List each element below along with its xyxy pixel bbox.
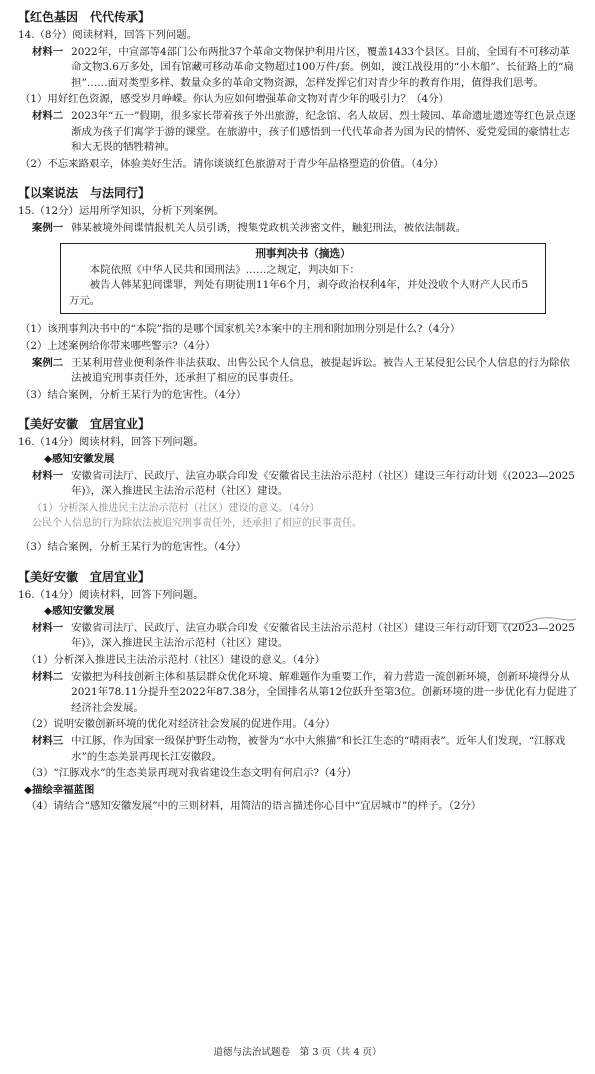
material-text: 安徽省司法厅、民政厅、法宣办联合印发《安徽省民主法治示范村（社区）建设三年行动计划《(2023—2025年)》，深入推进民主法治示范村（社区）建设。 — [71, 469, 575, 498]
material-text: 中江豚，作为国家一级保护野生动物，被誉为“水中大熊猫”和长江生态的“晴雨表”。近年人们发现，“江豚戏水”的生态美景再现长江安徽段。 — [71, 735, 566, 763]
case-label: 案例一 — [32, 222, 64, 235]
question-16: 16.（14分）阅读材料，回答下列问题。 — [18, 588, 204, 601]
section-header-red-gene: 【红色基因 代代传承】 — [18, 10, 151, 24]
material-2 — [32, 670, 578, 717]
section-header-anhui-fragment: 【美好安徽 宜居宜业】 — [18, 417, 151, 432]
subquestion-repeat: （3）结合案例，分析王某行为的危害性。（4分） — [20, 540, 247, 553]
judgment-line-1: 本院依照《中华人民共和国刑法》……之规定，判决如下： — [89, 263, 360, 276]
subquestion-16-2: （2）说明安徽创新环境的优化对经济社会发展的促进作用。（4分） — [26, 718, 336, 731]
section-header-anhui: 【美好安徽 宜居宜业】 — [18, 569, 151, 584]
material-label: 材料一 — [32, 45, 64, 58]
subquestion-16-1: （1）分析深入推进民主法治示范村（社区）建设的意义。（4分） — [26, 653, 325, 666]
material-1-fragment — [32, 469, 578, 500]
exam-page — [18, 8, 578, 816]
subquestion-15-2: （2）上述案例给你带来哪些警示?（4分） — [20, 340, 216, 353]
section-header-law: 【以案说法 与法同行】 — [18, 186, 151, 201]
case-label: 案例二 — [32, 356, 64, 369]
material-label: 材料一 — [32, 621, 64, 634]
subquestion-15-3: （3）结合案例，分析王某行为的危害性。（4分） — [20, 388, 247, 401]
subquestion-15-1: （1）该刑事判决书中的“本院”指的是哪个国家机关?本案中的主刑和附加刑分别是什么?（4分） — [20, 323, 461, 336]
material-label: 材料二 — [32, 670, 64, 683]
question-16-fragment: 16.（14分）阅读材料，回答下列问题。 — [18, 436, 204, 449]
page-footer: 道德与法治试题卷 第 3 页（共 4 页） — [213, 1047, 382, 1058]
cut-line: （1）分析深入推进民主法治示范村（社区）建设的意义。（4分） — [32, 502, 320, 514]
diamond-heading: ◆感知安徽发展 — [44, 453, 115, 466]
question-15: 15.（12分）运用所学知识，分析下列案例。 — [18, 205, 225, 218]
cut-line: 公民个人信息的行为除依法被追究刑事责任外，还承担了相应的民事责任。 — [32, 517, 362, 529]
case-2 — [32, 356, 578, 387]
case-1 — [32, 221, 578, 237]
material-label: 材料一 — [32, 469, 64, 482]
material-text: 2022年，中宣部等4部门公布两批37个革命文物保护利用片区，覆盖1433个县区。目前，全国有不可移动革命文物3.6万多处，国有馆藏可移动革命文物超过100万件/套。例如，渡江战役用的“小木船”、长征路上的“扁担”……面对类型多样、数量众多的革命文物资源，怎样发挥它们对青少年的教育作用，值得我们思考。 — [71, 45, 574, 89]
diamond-heading: ◆感知安徽发展 — [44, 605, 115, 618]
material-text: 安徽把为科技创新主体和基层群众优化环境、解难题作为重要工作，着力营造一流创新环境，创新环境得分从2021年78.11分提升至2022年87.38分，全国排名从第12位跃升至第3位。创新环境的进一步优化有力促进了经济社会发展。 — [71, 670, 578, 714]
material-label: 材料二 — [32, 110, 64, 123]
material-text: 2023年“五一”假期，很多家长带着孩子外出旅游，纪念馆、名人故居、烈士陵园、革命遗址遗迹等红色景点逐渐成为孩子们寓学于游的课堂。在旅游中，孩子们感悟到一代代革命者为国为民的情怀、爱党爱国的豪情壮志和大无畏的牺牲精神。 — [71, 110, 576, 154]
material-1 — [32, 45, 578, 92]
subquestion-16-4: （4）请结合“感知安徽发展”中的三则材料，用简洁的语言描述你心目中“宜居城市”的样子。（2分） — [26, 800, 482, 813]
material-3 — [32, 734, 578, 765]
case-text: 王某利用营业便利条件非法获取、出售公民个人信息，被提起诉讼。被告人王某侵犯公民个人信息的行为除依法被追究刑事责任外，还承担了相应的民事责任。 — [71, 356, 570, 385]
judgment-box — [60, 243, 546, 315]
diamond-heading: ◆描绘幸福蓝图 — [24, 783, 95, 796]
material-text: 安徽省司法厅、民政厅、法宣办联合印发《安徽省民主法治示范村（社区）建设三年行动计划《(2023—2025年)》，深入推进民主法治示范村（社区）建设。 — [71, 621, 575, 650]
subquestion-14-2: （2）不忘来路艰辛，体验美好生活。请你谈谈红色旅游对于青少年品格塑造的价值。（4分） — [20, 157, 444, 170]
scan-overlap-strip — [32, 501, 578, 539]
judgment-line-2: 被告人韩某犯间谍罪，判处有期徒刑11年6个月，剥夺政治权利4年，并处没收个人财产人民币5万元。 — [69, 279, 529, 307]
material-2 — [32, 109, 578, 156]
judgment-title: 刑事判决书（摘选） — [255, 247, 351, 260]
subquestion-16-3: （3）“江豚戏水”的生态美景再现对我省建设生态文明有何启示?（4分） — [26, 767, 357, 780]
question-14: 14.（8分）阅读材料，回答下列问题。 — [18, 29, 197, 41]
subquestion-14-1: （1）用好红色资源，感受岁月峥嵘。你认为应如何增强革命文物对青少年的吸引力？（4分） — [20, 93, 449, 106]
case-text: 韩某被境外间谍情报机关人员引诱，搜集党政机关涉密文件，触犯刑法，被依法制裁。 — [71, 222, 467, 235]
scribble-mark — [470, 613, 580, 633]
material-label: 材料三 — [32, 735, 64, 747]
